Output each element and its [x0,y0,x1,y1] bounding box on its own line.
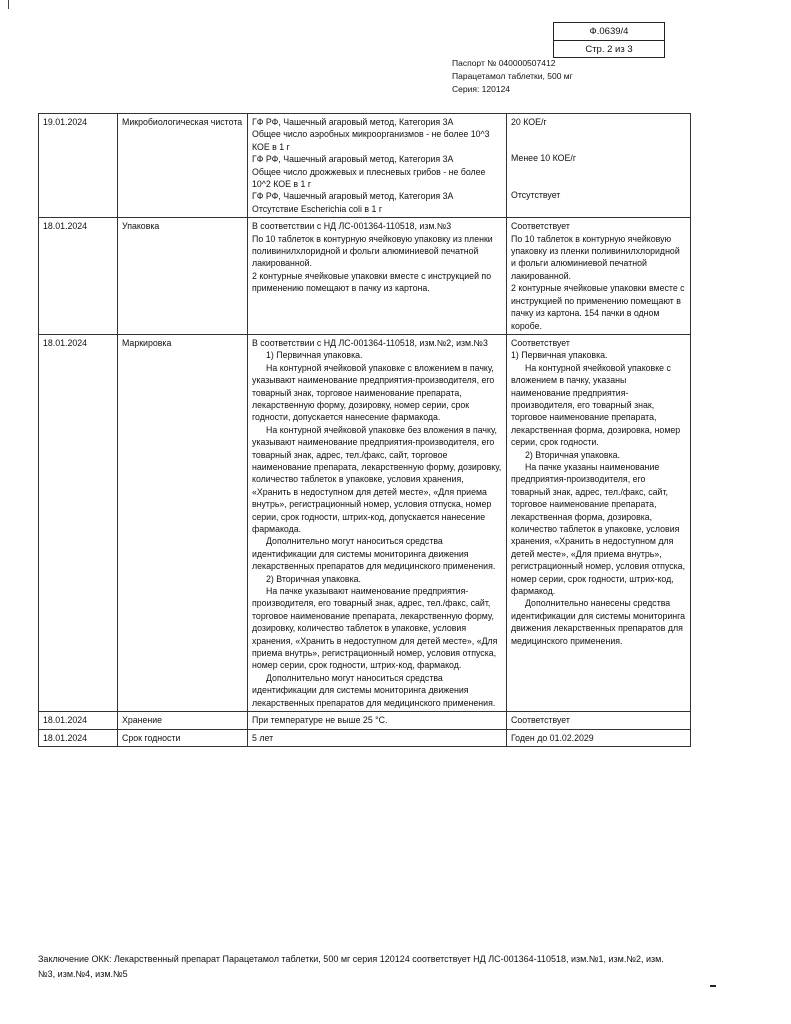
table-row [39,729,691,746]
test-results-table [38,113,691,747]
test-date: 18.01.2024 [39,729,118,746]
requirement-subheading: 1) Первичная упаковка. [266,350,363,361]
result-text: 2 контурные ячейковые упаковки вместе с инструкцией по применению помещают в пачку из картона. 154 пачки в одном коробе. [511,283,685,331]
requirement-text: При температуре не выше 25 °С. [252,715,388,726]
scan-mark [8,0,9,9]
requirement-cell [248,729,507,746]
requirement-text: Дополнительно могут наноситься средства идентификации для системы мониторинга движения лекарственных препаратов для медицинского применения. [252,536,496,572]
requirement-text: По 10 таблеток в контурную ячейковую упаковку из пленки поливинилхлоридной и фольги алюминиевой печатной лакированной. [252,233,493,269]
requirement-text: ГФ РФ, Чашечный агаровый метод, Категория 3А [252,117,454,127]
scan-mark [710,985,716,987]
requirement-cell [248,218,507,335]
result-text: Отсутствует [511,189,561,200]
requirement-text: На пачке указывают наименование предприятия-производителя, его товарный знак, адрес, тел./факс, сайт, торговое наименование препарата, лекарственную форму, дозировку, количество таблеток в упаковке, условия хранения, «Хранить в недоступном для детей месте», «Для приема внутрь», регистрационный номер, условия отпуска, номер серии, срок годности, штрих-код, фармакод. [252,586,498,671]
test-date: 19.01.2024 [39,114,118,218]
table-row [39,712,691,729]
requirement-text: Общее число дрожжевых и плесневых грибов - не более 10^2 КОЕ в 1 г [252,166,486,190]
test-name: Упаковка [118,218,248,335]
passport-number: Паспорт № 040000507412 [452,58,556,68]
test-name: Срок годности [118,729,248,746]
requirement-cell [248,114,507,218]
requirement-text: 5 лет [252,732,274,743]
result-cell [507,334,691,711]
requirement-text: На контурной ячейковой упаковке без вложения в пачку, указывают наименование предприятия-производителя, его товарный знак, адрес, тел./факс, сайт, торговое наименование препарата, лекарственную форму, дозировку, количество таблеток в упаковке, условия хранения, «Хранить в недоступном для детей месте», «Для приема внутрь», регистрационный номер, условия отпуска, номер серии, срок годности, штрих-код, допускается нанесение фармакода. [252,424,502,534]
result-text: На пачке указаны наименование предприятия-производителя, его товарный знак, адрес, тел./факс, сайт, торговое наименование препарата, лекарственная форма, дозировка, количество таблеток в упаковке, условия хранения, «Хранить в недоступном для детей месте», «Для приема внутрь», регистрационный номер, условия отпуска, номер серии, срок годности, штрих-код, фармакод. [511,461,686,597]
form-number-box [553,22,665,58]
requirement-cell [248,334,507,711]
table-row [39,114,691,218]
requirement-text: Отсутствие Escherichia coli в 1 г [252,203,383,214]
form-code: Ф.0639/4 [589,26,629,37]
requirement-text: Общее число аэробных микроорганизмов - не более 10^3 КОЕ в 1 г [252,129,490,152]
page-number: Стр. 2 из 3 [554,40,664,58]
requirement-subheading: 2) Вторичная упаковка. [266,573,361,584]
result-text: Соответствует [511,715,570,726]
requirement-text: ГФ РФ, Чашечный агаровый метод, Категория 3А [252,154,454,165]
series-number: Серия: 120124 [452,84,511,94]
document-header [452,57,573,96]
table-row [39,218,691,335]
result-cell [507,218,691,335]
test-name: Микробиологическая чистота [118,114,248,218]
test-name: Хранение [118,712,248,729]
requirement-text: ГФ РФ, Чашечный агаровый метод, Категория 3А [252,191,454,202]
result-text: По 10 таблеток в контурную ячейковую упаковку из пленки поливинилхлоридной и фольги алюминиевой печатной лакированной. [511,233,680,281]
result-text: Соответствует [511,221,570,232]
test-name: Маркировка [118,334,248,711]
result-text: Годен до 01.02.2029 [511,732,594,743]
result-subheading: 1) Первичная упаковка. [511,350,608,361]
result-text: Соответствует [511,337,570,348]
requirement-text: Дополнительно могут наноситься средства идентификации для системы мониторинга движения лекарственных препаратов для медицинского применения. [252,672,496,708]
result-cell [507,114,691,218]
requirement-text: 2 контурные ячейковые упаковки вместе с инструкцией по применению помещают в пачку из картона. [252,270,492,294]
test-date: 18.01.2024 [39,712,118,729]
qc-conclusion: Заключение ОКК: Лекарственный препарат Парацетамол таблетки, 500 мг серия 120124 соответствует НД ЛС-001364-110518, изм.№1, изм.№2, изм.№3, изм.№4, изм.№5 [38,954,664,979]
result-text: Менее 10 КОЕ/г [511,153,577,164]
requirement-text: В соответствии с НД ЛС-001364-110518, изм.№2, изм.№3 [252,337,488,348]
test-date: 18.01.2024 [39,218,118,335]
result-text: На контурной ячейковой упаковке с вложением в пачку, указаны наименование предприятия-производителя, его товарный знак, торговое наименование препарата, лекарственная форма, дозировка, номер серии, срок годности. [511,362,681,448]
result-cell [507,712,691,729]
result-cell [507,729,691,746]
test-date: 18.01.2024 [39,334,118,711]
product-name: Парацетамол таблетки, 500 мг [452,71,573,81]
requirement-cell [248,712,507,729]
result-subheading: 2) Вторичная упаковка. [525,449,620,460]
requirement-text: На контурной ячейковой упаковке с вложением в пачку, указывают наименование предприятия-производителя, его товарный знак, торговое наименование препарата, лекарственную форму, дозировку, номер серии, срок годности, допускается нанесение фармакода. [252,362,495,423]
requirement-text: В соответствии с НД ЛС-001364-110518, изм.№3 [252,221,452,232]
table-row [39,334,691,711]
result-text: 20 КОЕ/г [511,117,547,127]
result-text: Дополнительно нанесены средства идентификации для системы мониторинга движения лекарственных препаратов для медицинского применения. [511,598,686,646]
